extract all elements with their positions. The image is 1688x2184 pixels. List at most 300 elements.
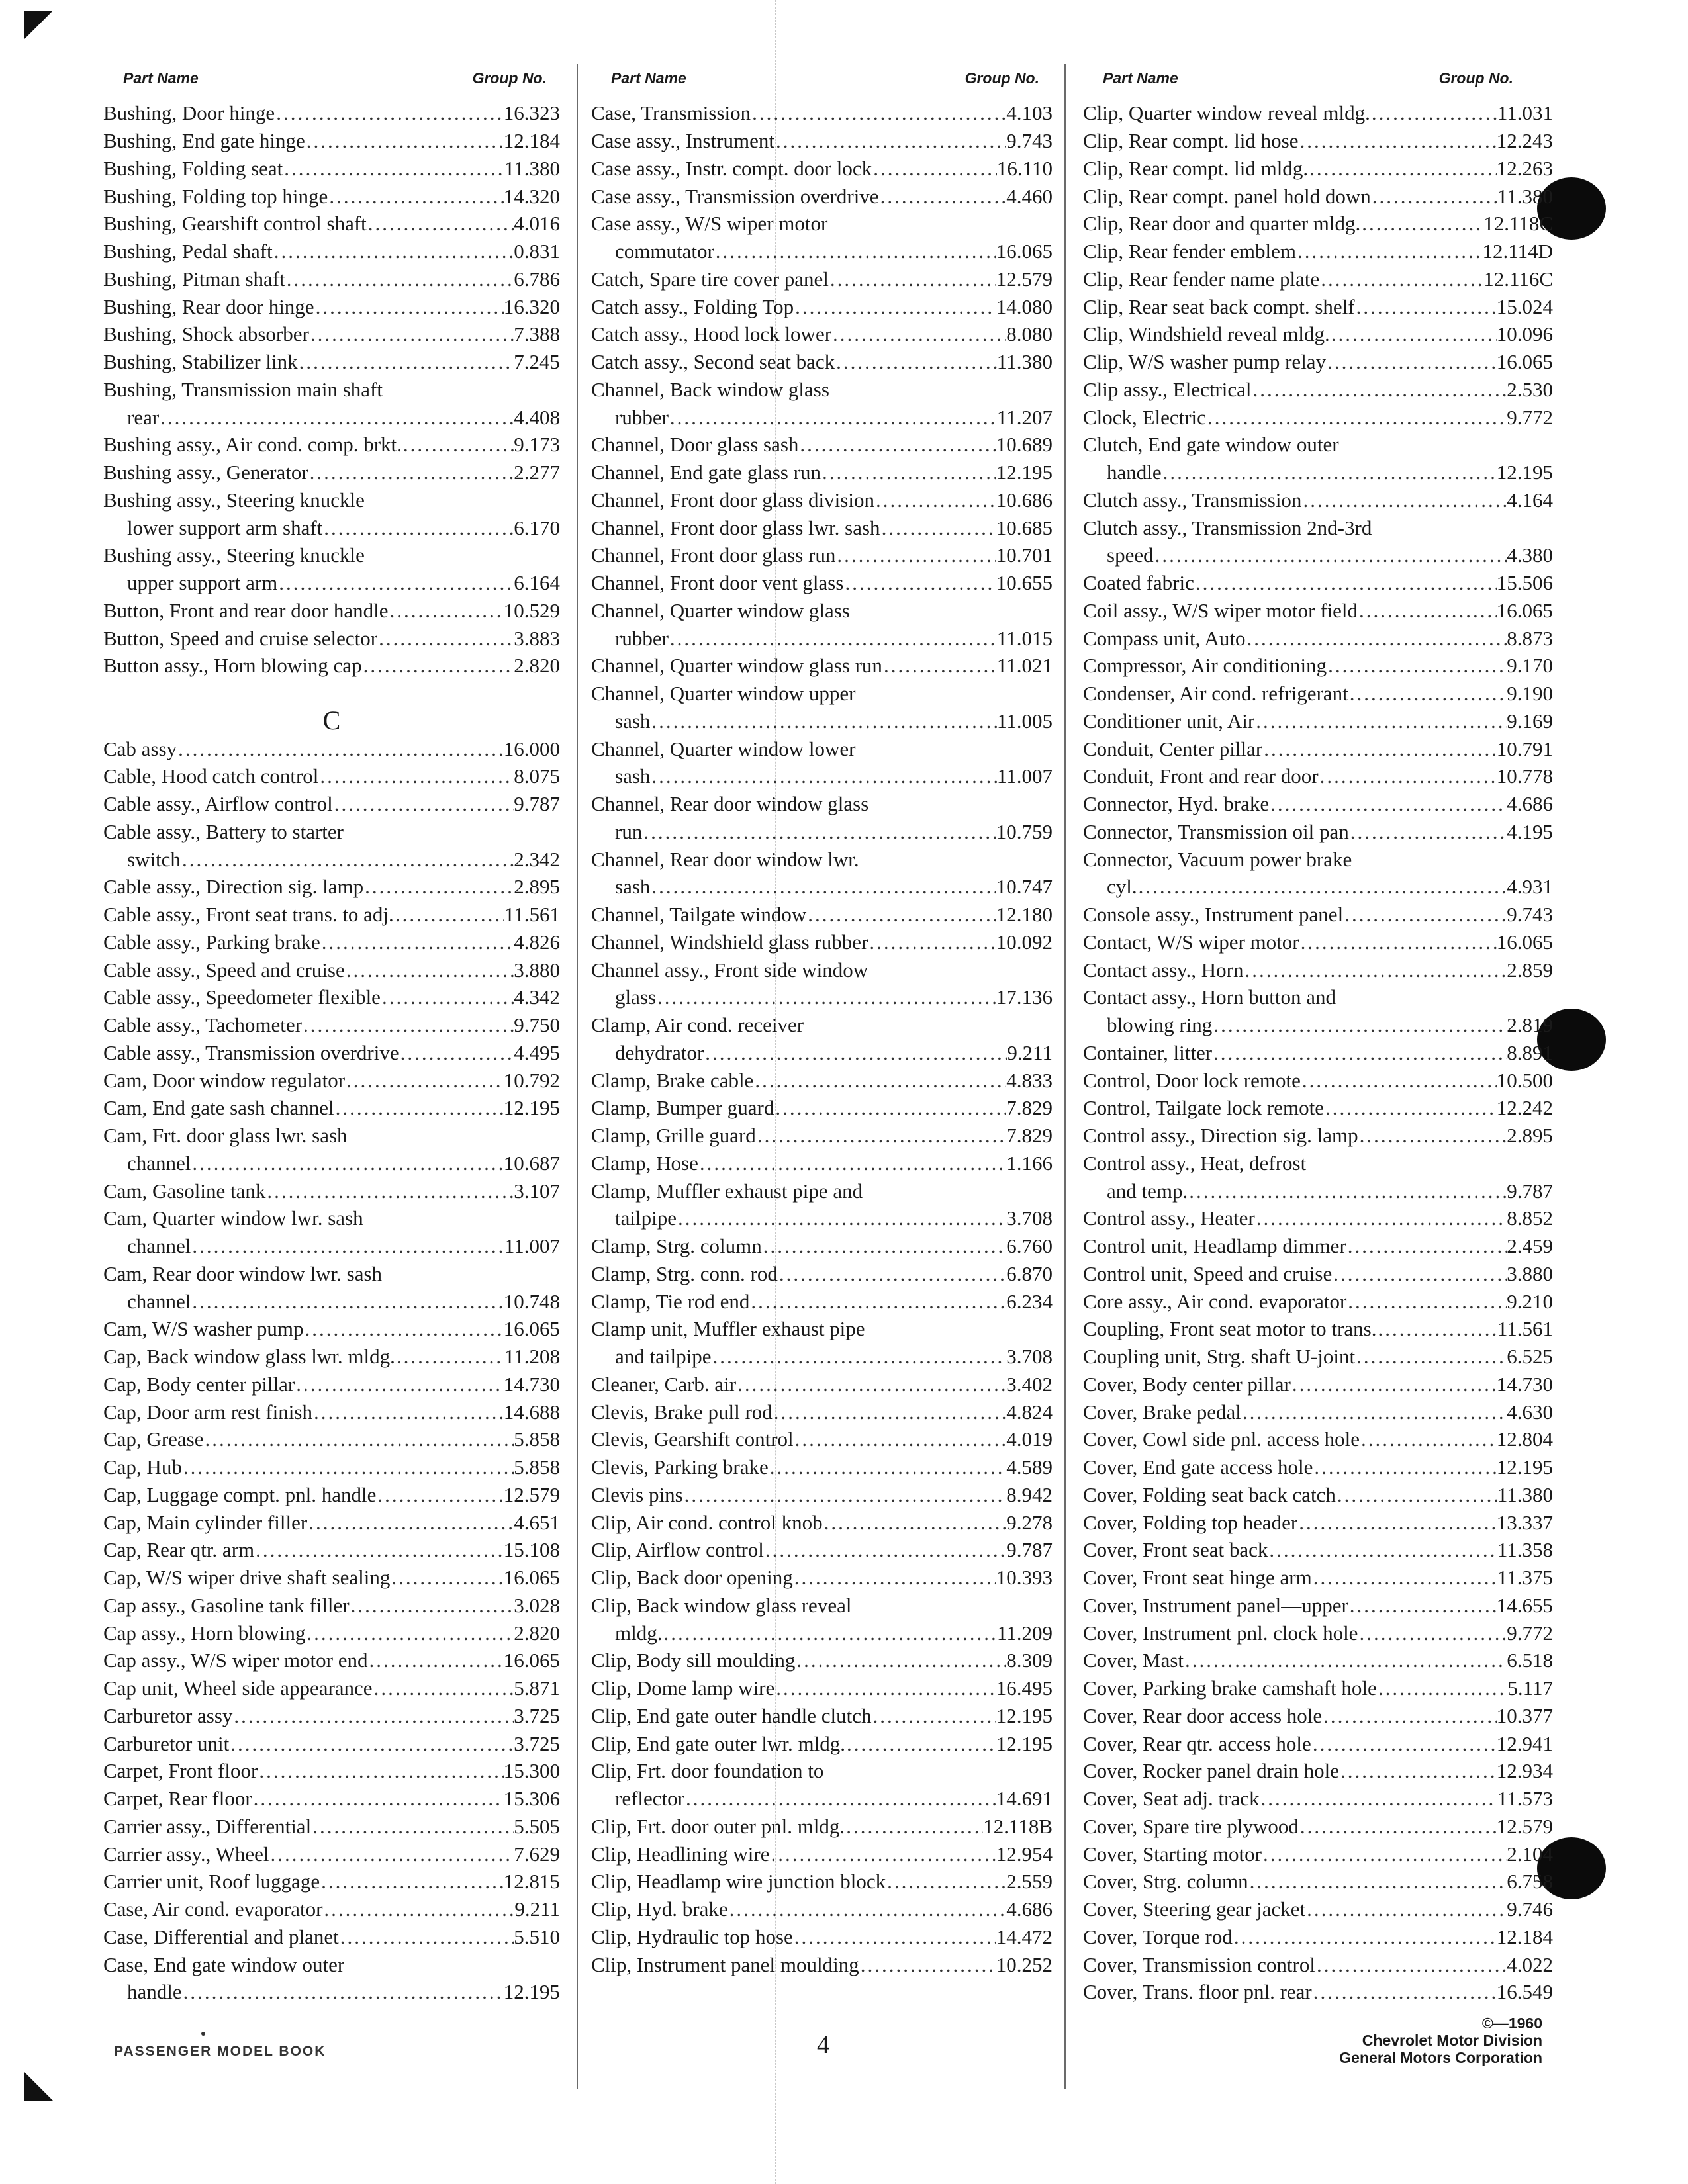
part-row (103, 1868, 560, 1895)
part-name: Bushing, Gearshift control shaft (103, 212, 367, 236)
part-name: Channel, Quarter window glass run (591, 654, 882, 678)
part-row (103, 210, 560, 238)
part-row (1083, 1287, 1553, 1315)
dot-leader (373, 1678, 514, 1698)
part-name: Clamp, Muffler exhaust pipe and (591, 1179, 863, 1203)
dot-leader (1308, 158, 1497, 179)
group-number: 12.243 (1496, 129, 1553, 153)
part-row (103, 1923, 560, 1951)
group-number: 12.579 (1496, 1814, 1553, 1838)
group-number: 15.306 (503, 1787, 560, 1811)
part-row (591, 597, 1053, 625)
dot-leader (1244, 960, 1507, 980)
group-number: 8.873 (1507, 626, 1553, 650)
part-name: Bushing, Door hinge (103, 101, 275, 125)
dot-leader (322, 518, 514, 538)
part-name: Clip, Quarter window reveal mldg. (1083, 101, 1370, 125)
part-name: Clip, Airflow control (591, 1538, 764, 1562)
group-number: 11.207 (996, 405, 1053, 429)
dot-leader (1315, 1954, 1507, 1975)
part-name: Cap assy., W/S wiper motor end (103, 1649, 368, 1672)
dot-leader (339, 1927, 514, 1947)
group-number: 4.380 (1507, 543, 1553, 567)
dot-leader (882, 655, 997, 676)
group-number: 9.772 (1507, 405, 1553, 429)
part-name: Cable assy., Front seat trans. to adj. (103, 903, 394, 927)
group-number: 2.820 (514, 654, 560, 678)
group-number: 10.252 (996, 1952, 1053, 1976)
part-row (591, 1315, 1053, 1343)
dot-leader (774, 130, 1006, 151)
dot-leader (1291, 1374, 1497, 1394)
group-number: 11.007 (504, 1234, 560, 1258)
group-number: 5.858 (514, 1455, 560, 1479)
part-name: Cable assy., Battery to starter (103, 819, 344, 843)
group-number: 16.323 (503, 101, 560, 125)
dot-leader (328, 186, 503, 206)
dot-leader (377, 628, 514, 649)
group-number: 4.686 (1507, 792, 1553, 816)
group-number: 4.164 (1507, 488, 1553, 512)
part-row (103, 403, 560, 431)
part-name: Cap, Door arm rest finish (103, 1400, 312, 1424)
part-name: and temp. (1107, 1179, 1188, 1203)
part-row (591, 845, 1053, 873)
part-row (1083, 1868, 1553, 1895)
part-row (103, 1757, 560, 1785)
part-row (1083, 99, 1553, 127)
part-row (103, 99, 560, 127)
group-number: 9.750 (514, 1013, 560, 1037)
part-row (103, 929, 560, 956)
group-number: 9.170 (1507, 654, 1553, 678)
dot-leader (872, 158, 997, 179)
dot-leader (736, 1374, 1006, 1394)
part-name: Coil assy., W/S wiper motor field (1083, 598, 1358, 622)
dot-leader (749, 1291, 1006, 1312)
part-row (1083, 486, 1553, 514)
part-name: Clamp, Tie rod end (591, 1289, 750, 1313)
part-row (103, 956, 560, 983)
part-name: Cover, Strg. column (1083, 1870, 1248, 1893)
part-row (103, 1150, 560, 1177)
group-number: 12.184 (503, 129, 560, 153)
part-row (103, 762, 560, 790)
group-number: 2.342 (514, 847, 560, 871)
part-row (591, 1840, 1053, 1868)
part-name: Button, Front and rear door handle (103, 598, 389, 622)
part-row (1083, 1923, 1553, 1951)
group-number: 10.092 (996, 930, 1053, 954)
dot-leader (390, 1567, 503, 1588)
part-row (1083, 182, 1553, 210)
group-number: 3.880 (1507, 1261, 1553, 1285)
group-number: 4.824 (1006, 1400, 1053, 1424)
dot-leader (1377, 1678, 1508, 1698)
part-row (1083, 983, 1553, 1011)
part-name: Channel, Front door glass lwr. sash (591, 516, 880, 539)
dot-leader (845, 1733, 996, 1754)
group-number: 15.024 (1496, 295, 1553, 318)
group-number: 12.579 (996, 267, 1053, 291)
part-row (103, 127, 560, 155)
part-row (591, 1536, 1053, 1564)
part-name: Compass unit, Auto (1083, 626, 1246, 650)
part-row (103, 1647, 560, 1674)
dot-leader (367, 213, 514, 234)
part-name: channel (127, 1234, 191, 1258)
part-name: Channel, Tailgate window (591, 903, 807, 927)
part-name: Conduit, Center pillar (1083, 737, 1263, 760)
part-name: Bushing, Folding seat (103, 156, 283, 180)
part-row (1083, 1150, 1553, 1177)
part-name: Connector, Hyd. brake (1083, 792, 1270, 816)
dot-leader (1312, 1981, 1497, 2002)
part-name: Bushing, Folding top hinge (103, 184, 328, 208)
group-number: 15.300 (503, 1759, 560, 1783)
part-name: switch (127, 847, 181, 871)
part-name: Clamp, Strg. conn. rod (591, 1261, 778, 1285)
dot-leader (650, 766, 997, 786)
part-name: Contact, W/S wiper motor (1083, 930, 1299, 954)
part-row (591, 680, 1053, 707)
dot-leader (394, 904, 504, 925)
group-number: 3.725 (514, 1704, 560, 1727)
group-number: 9.278 (1006, 1510, 1053, 1534)
group-number: 4.826 (514, 930, 560, 954)
group-number: 12.114D (1482, 240, 1553, 263)
group-number: 9.211 (514, 1897, 560, 1921)
dot-leader (1233, 1927, 1497, 1947)
dot-leader (859, 1954, 996, 1975)
corporation-name: General Motors Corporation (1339, 2049, 1542, 2066)
parts-list (591, 99, 1053, 1978)
dot-leader (1255, 1208, 1507, 1228)
dot-leader (269, 1844, 514, 1864)
dot-leader (314, 296, 504, 317)
group-number: 7.629 (514, 1842, 560, 1866)
part-name: Cam, W/S washer pump (103, 1317, 304, 1341)
dot-leader (880, 518, 996, 538)
part-name: Container, litter (1083, 1040, 1213, 1064)
part-name: Cover, Body center pillar (1083, 1372, 1291, 1396)
part-row (1083, 762, 1553, 790)
part-name: Control assy., Direction sig. lamp (1083, 1124, 1358, 1148)
part-row (1083, 514, 1553, 541)
part-row (591, 929, 1053, 956)
dot-leader (650, 876, 996, 897)
group-number: 10.500 (1496, 1068, 1553, 1092)
group-number: 12.954 (996, 1842, 1053, 1866)
group-number: 10.377 (1496, 1704, 1553, 1727)
part-name: Channel, Rear door window glass (591, 792, 869, 816)
part-name: Case assy., Transmission overdrive (591, 184, 879, 208)
part-name: Cover, End gate access hole (1083, 1455, 1313, 1479)
part-row (103, 1702, 560, 1730)
group-number: 12.934 (1496, 1759, 1553, 1783)
group-number: 8.309 (1006, 1649, 1053, 1672)
group-number: 2.895 (514, 875, 560, 899)
dot-leader (1245, 628, 1507, 649)
dot-leader (273, 241, 514, 261)
part-name: Channel, Front door glass run (591, 543, 836, 567)
group-number: 9.743 (1507, 903, 1553, 927)
group-number: 4.460 (1006, 184, 1053, 208)
part-row (591, 210, 1053, 238)
part-row (1083, 459, 1553, 486)
group-number: 10.686 (996, 488, 1053, 512)
part-row (591, 1398, 1053, 1426)
part-name: commutator (615, 240, 714, 263)
part-name: Bushing assy., Generator (103, 461, 308, 484)
dot-leader (874, 490, 996, 510)
part-row (591, 514, 1053, 541)
part-row (591, 127, 1053, 155)
group-number: 11.380 (504, 156, 560, 180)
part-row (591, 1371, 1053, 1398)
dot-leader (254, 1539, 504, 1560)
dot-leader (1322, 1706, 1497, 1726)
part-name: Case, Transmission (591, 101, 751, 125)
part-row (1083, 597, 1553, 625)
dot-leader (762, 1236, 1006, 1256)
dot-leader (823, 1512, 1007, 1533)
dot-leader (1332, 1263, 1507, 1284)
part-row (103, 431, 560, 459)
part-row (591, 1950, 1053, 1978)
part-name: Carrier assy., Wheel (103, 1842, 269, 1866)
dot-leader (309, 324, 514, 344)
group-number: 10.655 (996, 571, 1053, 595)
dot-leader (1212, 1042, 1507, 1063)
group-number: 9.772 (1507, 1621, 1553, 1645)
group-number: 12.941 (1496, 1731, 1553, 1755)
group-number: 12.195 (503, 1980, 560, 2004)
group-number: 12.195 (1496, 1455, 1553, 1479)
part-row (103, 1453, 560, 1481)
part-name: Clip, Rear fender emblem (1083, 240, 1296, 263)
dot-leader (318, 766, 514, 786)
group-number: 4.931 (1507, 875, 1553, 899)
group-number: 4.651 (514, 1510, 560, 1534)
dot-leader (684, 1788, 996, 1809)
part-row (103, 541, 560, 569)
group-number: 16.065 (503, 1649, 560, 1672)
dot-leader (698, 1153, 1006, 1173)
group-number: 14.472 (996, 1925, 1053, 1948)
dot-leader (642, 821, 996, 842)
part-name: Cable assy., Airflow control (103, 792, 333, 816)
group-number: 16.495 (996, 1676, 1053, 1700)
group-number: 10.393 (996, 1566, 1053, 1590)
group-number: 9.787 (1006, 1538, 1053, 1562)
part-row (103, 1287, 560, 1315)
part-name: Cap, Body center pillar (103, 1372, 295, 1396)
dot-leader (376, 1484, 503, 1505)
part-row (591, 762, 1053, 790)
part-name: Clevis, Gearshift control (591, 1428, 794, 1451)
group-number: 3.725 (514, 1731, 560, 1755)
dot-leader (793, 1567, 996, 1588)
footer-book-title (114, 2044, 326, 2060)
part-row (103, 320, 560, 348)
part-row (103, 1785, 560, 1813)
group-number: 9.743 (1006, 129, 1053, 153)
part-name: Case assy., Instr. compt. door lock (591, 156, 872, 180)
dot-leader (1360, 1429, 1497, 1449)
dot-leader (298, 351, 514, 372)
part-row (1083, 652, 1553, 680)
dot-leader (656, 987, 996, 1007)
group-number: 3.028 (514, 1593, 560, 1617)
part-name: Carburetor assy (103, 1704, 233, 1727)
dot-leader (1348, 683, 1507, 704)
group-number: 12.184 (1496, 1925, 1553, 1948)
group-number: 9.211 (1007, 1040, 1053, 1064)
part-name: Connector, Vacuum power brake (1083, 847, 1352, 871)
dot-leader (829, 269, 996, 289)
dot-leader (322, 1899, 514, 1919)
part-name: Cap, Rear qtr. arm (103, 1538, 255, 1562)
part-row (1083, 1371, 1553, 1398)
part-name: Control unit, Speed and cruise (1083, 1261, 1333, 1285)
part-row (591, 1481, 1053, 1509)
group-number: 2.895 (1507, 1124, 1553, 1148)
part-name: Cleaner, Carb. air (591, 1372, 737, 1396)
part-name: Clip, Instrument panel moulding (591, 1952, 859, 1976)
part-name: Cover, Seat adj. track (1083, 1787, 1260, 1811)
part-row (103, 1177, 560, 1205)
dot-leader (305, 1623, 514, 1643)
blank-row (103, 680, 560, 707)
part-name: Condenser, Air cond. refrigerant (1083, 682, 1348, 705)
group-number: 10.759 (996, 819, 1053, 843)
dot-leader (650, 711, 997, 731)
dot-leader (345, 960, 514, 980)
group-number: 6.518 (1507, 1649, 1553, 1672)
part-name: Clip, Dome lamp wire (591, 1676, 775, 1700)
part-name: Button, Speed and cruise selector (103, 626, 378, 650)
group-number: 11.573 (1497, 1787, 1553, 1811)
group-number: 16.110 (996, 156, 1053, 180)
dot-leader (362, 655, 514, 676)
group-number: 8.852 (1507, 1206, 1553, 1230)
part-row (591, 1343, 1053, 1371)
part-name: Clip, Headlamp wire junction block (591, 1870, 886, 1893)
part-name: Cam, Frt. door glass lwr. sash (103, 1124, 348, 1148)
part-name: Clip, Hyd. brake (591, 1897, 728, 1921)
part-row (591, 1426, 1053, 1453)
part-name: Channel, Door glass sash (591, 433, 799, 457)
group-number: 3.708 (1006, 1206, 1053, 1230)
dot-leader (1330, 324, 1497, 344)
part-row (591, 569, 1053, 597)
part-row (1083, 1647, 1553, 1674)
dot-leader (843, 572, 996, 593)
part-name: Button assy., Horn blowing cap (103, 654, 362, 678)
part-row (591, 1895, 1053, 1923)
part-name: sash (615, 709, 651, 733)
corner-mark-bottom (24, 2071, 53, 2101)
bullet-dot (201, 2032, 205, 2036)
part-name: Cable assy., Transmission overdrive (103, 1040, 399, 1064)
part-row (103, 238, 560, 265)
dot-leader (1248, 1871, 1507, 1891)
part-row (103, 1232, 560, 1260)
part-name: Core assy., Air cond. evaporator (1083, 1289, 1347, 1313)
part-row (1083, 680, 1553, 707)
part-row (1083, 735, 1553, 762)
dot-leader (1311, 1733, 1497, 1754)
dot-leader (1184, 1650, 1507, 1670)
column-header (1083, 64, 1553, 93)
group-number: 9.746 (1507, 1897, 1553, 1921)
parts-list (103, 99, 560, 2006)
dot-leader (714, 241, 996, 261)
part-row (1083, 238, 1553, 265)
part-row (1083, 1260, 1553, 1288)
part-name: Clip assy., Electrical (1083, 377, 1252, 401)
parts-column-2 (591, 64, 1053, 1978)
group-number: 4.342 (514, 985, 560, 1009)
part-name: Cover, Front seat hinge arm (1083, 1566, 1312, 1590)
dot-leader (1301, 1070, 1497, 1091)
part-row (103, 569, 560, 597)
dot-leader (1319, 766, 1497, 786)
group-number: 4.408 (514, 405, 560, 429)
dot-leader (764, 1539, 1006, 1560)
part-name: rear (127, 405, 160, 429)
group-number: 6.525 (1507, 1345, 1553, 1369)
part-row (1083, 431, 1553, 459)
part-name: Coated fabric (1083, 571, 1194, 595)
part-name: Cover, Folding seat back catch (1083, 1482, 1336, 1506)
dot-leader (1154, 545, 1507, 565)
group-number: 6.758 (1507, 1870, 1553, 1893)
part-row (103, 1094, 560, 1122)
dot-leader (778, 1263, 1006, 1284)
part-name: Clamp, Bumper guard (591, 1096, 774, 1120)
part-name: Clutch assy., Transmission (1083, 488, 1302, 512)
group-number: 9.190 (1507, 682, 1553, 705)
group-number: 3.880 (514, 958, 560, 981)
group-number: 16.000 (503, 737, 560, 760)
part-name: rubber (615, 405, 669, 429)
part-row (1083, 1592, 1553, 1619)
part-name: Clamp, Brake cable (591, 1068, 754, 1092)
part-name-label: Part Name (611, 69, 686, 87)
part-name: blowing ring (1107, 1013, 1213, 1037)
part-row (591, 1923, 1053, 1951)
part-row (103, 845, 560, 873)
group-number: 11.380 (1497, 1482, 1553, 1506)
group-number: 14.730 (503, 1372, 560, 1396)
part-row (591, 1564, 1053, 1592)
group-number: 11.561 (1497, 1317, 1553, 1341)
part-row (1083, 1177, 1553, 1205)
corner-mark-top (24, 11, 53, 40)
part-row (591, 624, 1053, 652)
group-number: 16.065 (996, 240, 1053, 263)
group-number: 0.831 (514, 240, 560, 263)
part-name: Cover, Torque rod (1083, 1925, 1233, 1948)
part-row (1083, 929, 1553, 956)
part-name: Cable assy., Speed and cruise (103, 958, 345, 981)
part-name: Console assy., Instrument panel (1083, 903, 1344, 927)
part-name: Cap, W/S wiper drive shaft sealing (103, 1566, 391, 1590)
book-title: PASSENGER MODEL BOOK (114, 2044, 326, 2059)
part-row (591, 1150, 1053, 1177)
